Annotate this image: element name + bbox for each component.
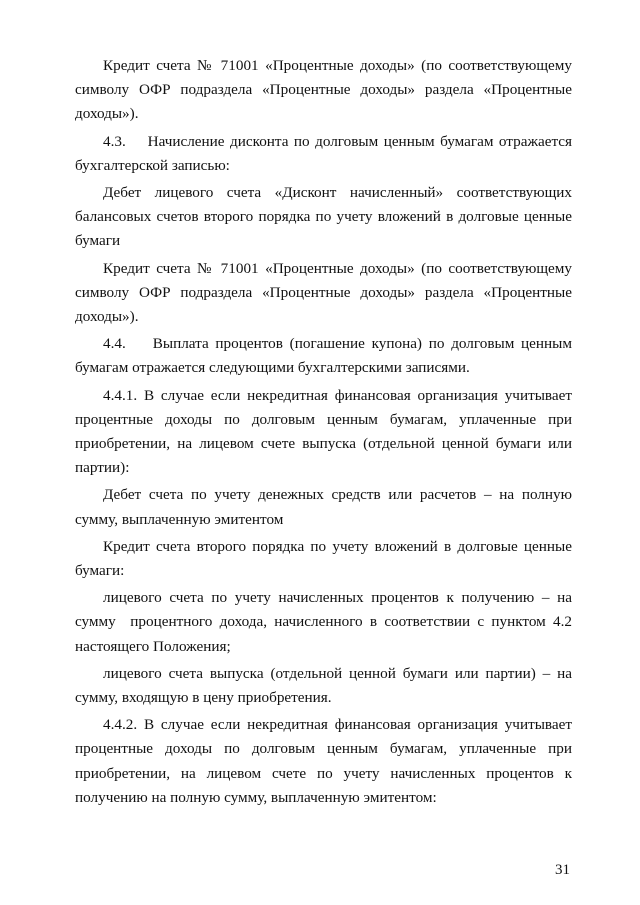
paragraph-debit-cash: Дебет счета по учету денежных средств или расчетов – на полную сумму, выплаченную эмитентом (75, 486, 572, 528)
paragraph-issue-account: лицевого счета выпуска (отдельной ценной бумаги или партии) – на сумму, входящую в цену приобретения. (75, 664, 572, 707)
paragraph-credit-71001-first: Кредит счета № 71001 «Процентные доходы» (по соответствующему символу ОФР подраздела «Процентные доходы» раздела «Процентные доходы»). (75, 57, 572, 123)
document-body (75, 54, 576, 813)
page-number: 31 (555, 862, 570, 878)
paragraph-credit-second-order: Кредит счета второго порядка по учету вложений в долговые ценные бумаги: (75, 537, 572, 580)
paragraph-4-4-2: 4.4.2. В случае если некредитная финансовая организация учитывает процентные доходы по долговым ценным бумагам, уплаченные при приобретении, на лицевом счете по учету начисленных процентов к получению на полную сумму, выплаченную эмитентом: (75, 716, 572, 806)
paragraph-debit-discount: Дебет лицевого счета «Дисконт начисленный» соответствующих балансовых счетов второго порядка по учету вложений в долговые ценные бумаги (75, 184, 572, 250)
paragraph-4-4: 4.4. Выплата процентов (погашение купона) по долговым ценным бумагам отражается следующими бухгалтерскими записями. (75, 335, 576, 377)
paragraph-accrued-interest-account: лицевого счета по учету начисленных процентов к получению – на сумму процентного дохода, начисленного в соответствии с пунктом 4.2 настоящего Положения; (75, 589, 576, 655)
paragraph-credit-71001-second: Кредит счета № 71001 «Процентные доходы» (по соответствующему символу ОФР подраздела «Процентные доходы» раздела «Процентные доходы»). (75, 259, 572, 326)
paragraph-4-3: 4.3. Начисление дисконта по долговым ценным бумагам отражается бухгалтерской записью: (75, 132, 576, 174)
paragraph-4-4-1: 4.4.1. В случае если некредитная финансовая организация учитывает процентные доходы по долговым ценным бумагам, уплаченные при приобретении, на лицевом счете выпуска (отдельной ценной бумаги или партии): (75, 386, 572, 477)
